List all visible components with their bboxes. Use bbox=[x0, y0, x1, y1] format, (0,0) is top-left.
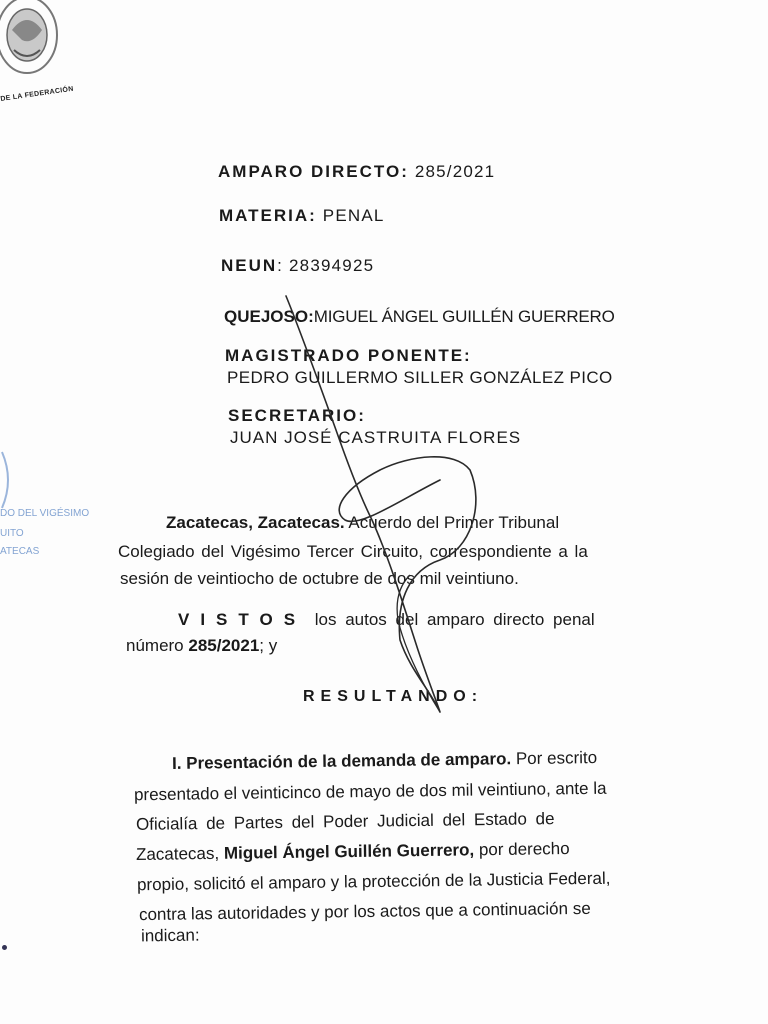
section-1-line-2: presentado el veinticinco de mayo de dos mil veintiuno, ante la bbox=[133, 778, 607, 805]
city-name: Zacatecas, Zacatecas. bbox=[166, 513, 345, 532]
section-1-line-1: I. Presentación de la demanda de amparo. Por escrito bbox=[171, 748, 598, 773]
case-number: 285/2021 bbox=[188, 636, 260, 655]
amparo-line bbox=[218, 162, 768, 182]
neun-value: : 28394925 bbox=[277, 256, 375, 275]
vistos-line-1: VISTOS los autos del amparo directo penal bbox=[178, 610, 595, 629]
neun-label: NEUN bbox=[221, 256, 278, 275]
scan-speck bbox=[2, 945, 7, 950]
stamp-arc-icon bbox=[0, 450, 20, 510]
plaintiff-name: Miguel Ángel Guillén Guerrero, bbox=[223, 840, 475, 863]
vistos-line-2: número 285/2021; y bbox=[126, 636, 278, 655]
court-stamp bbox=[0, 450, 95, 570]
national-seal-icon bbox=[0, 0, 62, 85]
neun-line bbox=[221, 256, 768, 276]
amparo-value: 285/2021 bbox=[414, 162, 496, 181]
materia-value: PENAL bbox=[322, 206, 385, 225]
intro-line-2: Colegiado del Vigésimo Tercer Circuito, correspondiente a la bbox=[118, 542, 588, 561]
section-1-title: I. Presentación de la demanda de amparo. bbox=[171, 749, 512, 773]
secretario-value: JUAN JOSÉ CASTRUITA FLORES bbox=[230, 428, 522, 447]
resultando-heading: RESULTANDO: bbox=[303, 688, 484, 705]
stamp-line-3: ATECAS bbox=[0, 546, 40, 557]
amparo-label: AMPARO DIRECTO: bbox=[218, 162, 409, 181]
section-1-line-4: Zacatecas, Miguel Ángel Guillén Guerrero, por derecho bbox=[135, 838, 570, 865]
materia-label: MATERIA: bbox=[219, 206, 317, 225]
quejoso-label: QUEJOSO: bbox=[224, 307, 314, 326]
stamp-line-1: DO DEL VIGÉSIMO bbox=[0, 508, 90, 519]
seal-caption: DE LA FEDERACIÓN bbox=[0, 85, 75, 103]
intro-line-1: Zacatecas, Zacatecas. Acuerdo del Primer Tribunal bbox=[166, 513, 560, 532]
stamp-line-2: UITO bbox=[0, 528, 24, 539]
vistos-word: VISTOS bbox=[178, 610, 307, 629]
section-1-line-7: indican: bbox=[140, 925, 200, 946]
magistrado-value: PEDRO GUILLERMO SILLER GONZÁLEZ PICO bbox=[227, 368, 613, 387]
magistrado-label: MAGISTRADO PONENTE: bbox=[225, 346, 472, 365]
quejoso-line bbox=[224, 307, 768, 327]
quejoso-value: MIGUEL ÁNGEL GUILLÉN GUERRERO bbox=[313, 307, 615, 326]
secretario-label: SECRETARIO: bbox=[228, 406, 366, 425]
materia-line bbox=[219, 206, 768, 226]
section-1-line-6: contra las autoridades y por los actos que a continuación se bbox=[138, 898, 591, 925]
section-1-line-3: Oficialía de Partes del Poder Judicial del Estado de bbox=[135, 809, 555, 834]
intro-line-3: sesión de veintiocho de octubre de dos mil veintiuno. bbox=[120, 569, 519, 588]
section-1-line-5: propio, solicitó el amparo y la protección de la Justicia Federal, bbox=[136, 868, 611, 895]
